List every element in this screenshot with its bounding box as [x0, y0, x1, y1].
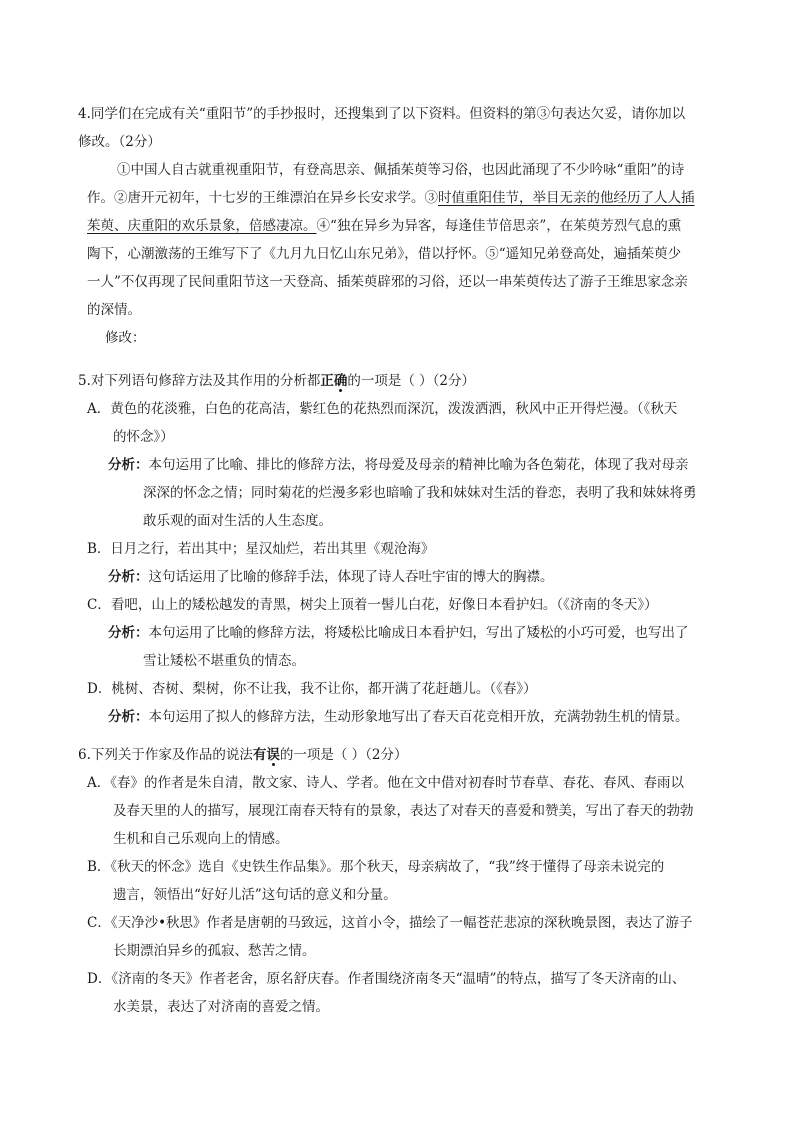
q4-underlined-sentence: 时值重阳佳节，举目无亲的他经历了人人插 — [438, 190, 695, 206]
q4-underlined-sentence: 茱萸、庆重阳的欢乐景象，倍感凄凉。 — [87, 218, 317, 234]
q6-options — [75, 769, 725, 1021]
question-6 — [78, 741, 728, 769]
q6-option-d-cont: 水美景，表达了对济南的喜爱之情。 — [113, 999, 329, 1015]
q4-passage-line: ①中国人自古就重视重阳节，有登高思亲、佩插茱萸等习俗，也因此涌现了不少吟咏“重阳”的诗 — [117, 162, 685, 178]
q4-passage-line: 陶下，心潮激荡的王维写下了《九月九日忆山东兄弟》，借以抒怀。⑤“遥知兄弟登高处，遍插茱萸少 — [87, 246, 682, 262]
q4-passage-line: 一人”不仅再现了民间重阳节这一天登高、插茱萸辟邪的习俗，还以一串茱萸传达了游子王维思家念亲 — [87, 274, 688, 290]
q4-stem-line-2: 修改。（2分） — [78, 134, 161, 150]
q6-stem: 6.下列关于作家及作品的说法有误的一项是（ ）（2分） — [78, 747, 408, 763]
q4-passage — [75, 156, 725, 352]
q5-analysis-b: 分析：这句话运用了比喻的修辞手法，体现了诗人吞吐宇宙的博大的胸襟。 — [108, 569, 554, 585]
analysis-label: 分析： — [108, 457, 149, 473]
q5-option-c: C．看吧，山上的矮松越发的青黑，树尖上顶着一髻儿白花，好像日本看护妇。（《济南的冬天》） — [87, 597, 658, 613]
q4-stem-line-1: 4.同学们在完成有关“重阳节”的手抄报时，还搜集到了以下资料。但资料的第③句表达欠妥，请你加以 — [78, 106, 686, 122]
q6-keyword: 有误 — [252, 747, 280, 763]
q4-fix-label: 修改： — [105, 330, 146, 346]
question-5 — [78, 367, 728, 395]
q5-keyword: 正确 — [320, 373, 348, 389]
q5-option-d: D．桃树、杏树、梨树，你不让我，我不让你，都开满了花赶趟儿。（《春》） — [87, 681, 537, 697]
q5-analysis-c-cont: 雪让矮松不堪重负的情态。 — [143, 653, 305, 669]
q5-option-b: B．日月之行，若出其中；星汉灿烂，若出其里《观沧海》 — [87, 541, 435, 557]
q4-passage-line: 的深情。 — [87, 302, 141, 318]
q5-analysis-c: 分析：本句运用了比喻的修辞方法，将矮松比喻成日本看护妇，写出了矮松的小巧可爱，也写出了 — [108, 625, 689, 641]
q5-option-a-cont: 的怀念》） — [113, 429, 174, 445]
analysis-label: 分析： — [108, 569, 149, 585]
analysis-label: 分析： — [108, 625, 149, 641]
q5-analysis-a: 分析：本句运用了比喻、排比的修辞方法，将母爱及母亲的精神比喻为各色菊花，体现了我对母亲 — [108, 457, 689, 473]
q5-options — [75, 395, 725, 731]
q6-option-d: D．《济南的冬天》作者老舍，原名舒庆春。作者围绕济南冬天“温晴”的特点，描写了冬天济南的山、 — [87, 971, 686, 987]
q4-passage-line: 茱萸、庆重阳的欢乐景象，倍感凄凉。④“独在异乡为异客，每逢佳节倍思亲”，在茱萸芳烈气息的熏 — [87, 218, 682, 234]
q6-option-a-cont: 生机和自己乐观向上的情感。 — [113, 831, 289, 847]
q5-analysis-a-cont: 深深的怀念之情；同时菊花的烂漫多彩也暗喻了我和妹妹对生活的眷恋，表明了我和妹妹将勇 — [143, 485, 697, 501]
q5-option-a: A．黄色的花淡雅，白色的花高洁，紫红色的花热烈而深沉，泼泼洒洒，秋风中正开得烂漫。（《秋天 — [87, 401, 678, 417]
question-4 — [78, 100, 728, 156]
q6-option-b-cont: 遗言，领悟出“好好儿活”这句话的意义和分量。 — [113, 887, 397, 903]
q4-passage-line: 作。②唐开元初年，十七岁的王维漂泊在异乡长安求学。③时值重阳佳节，举目无亲的他经历了人人插 — [87, 190, 695, 206]
q5-analysis-d: 分析：本句运用了拟人的修辞方法，生动形象地写出了春天百花竞相开放，充满勃勃生机的情景。 — [108, 709, 689, 725]
q6-option-a-cont: 及春天里的人的描写，展现江南春天特有的景象，表达了对春天的喜爱和赞美，写出了春天的勃勃 — [113, 803, 694, 819]
q5-stem: 5.对下列语句修辞方法及其作用的分析都正确的一项是（ ）（2分） — [78, 373, 476, 389]
q6-option-a: A．《春》的作者是朱自清，散文家、诗人、学者。他在文中借对初春时节春草、春花、春风、春雨以 — [87, 775, 684, 791]
q6-option-b: B．《秋天的怀念》选自《史铁生作品集》。那个秋天，母亲病故了，“我”终于懂得了母亲未说完的 — [87, 859, 665, 875]
analysis-label: 分析： — [108, 709, 149, 725]
q6-option-c: C．《天净沙•秋思》作者是唐朝的马致远，这首小令，描绘了一幅苍茫悲凉的深秋晚景图，表达了游子 — [87, 915, 693, 931]
q6-option-c-cont: 长期漂泊异乡的孤寂、愁苦之情。 — [113, 943, 316, 959]
q5-analysis-a-cont: 敢乐观的面对生活的人生态度。 — [143, 513, 332, 529]
